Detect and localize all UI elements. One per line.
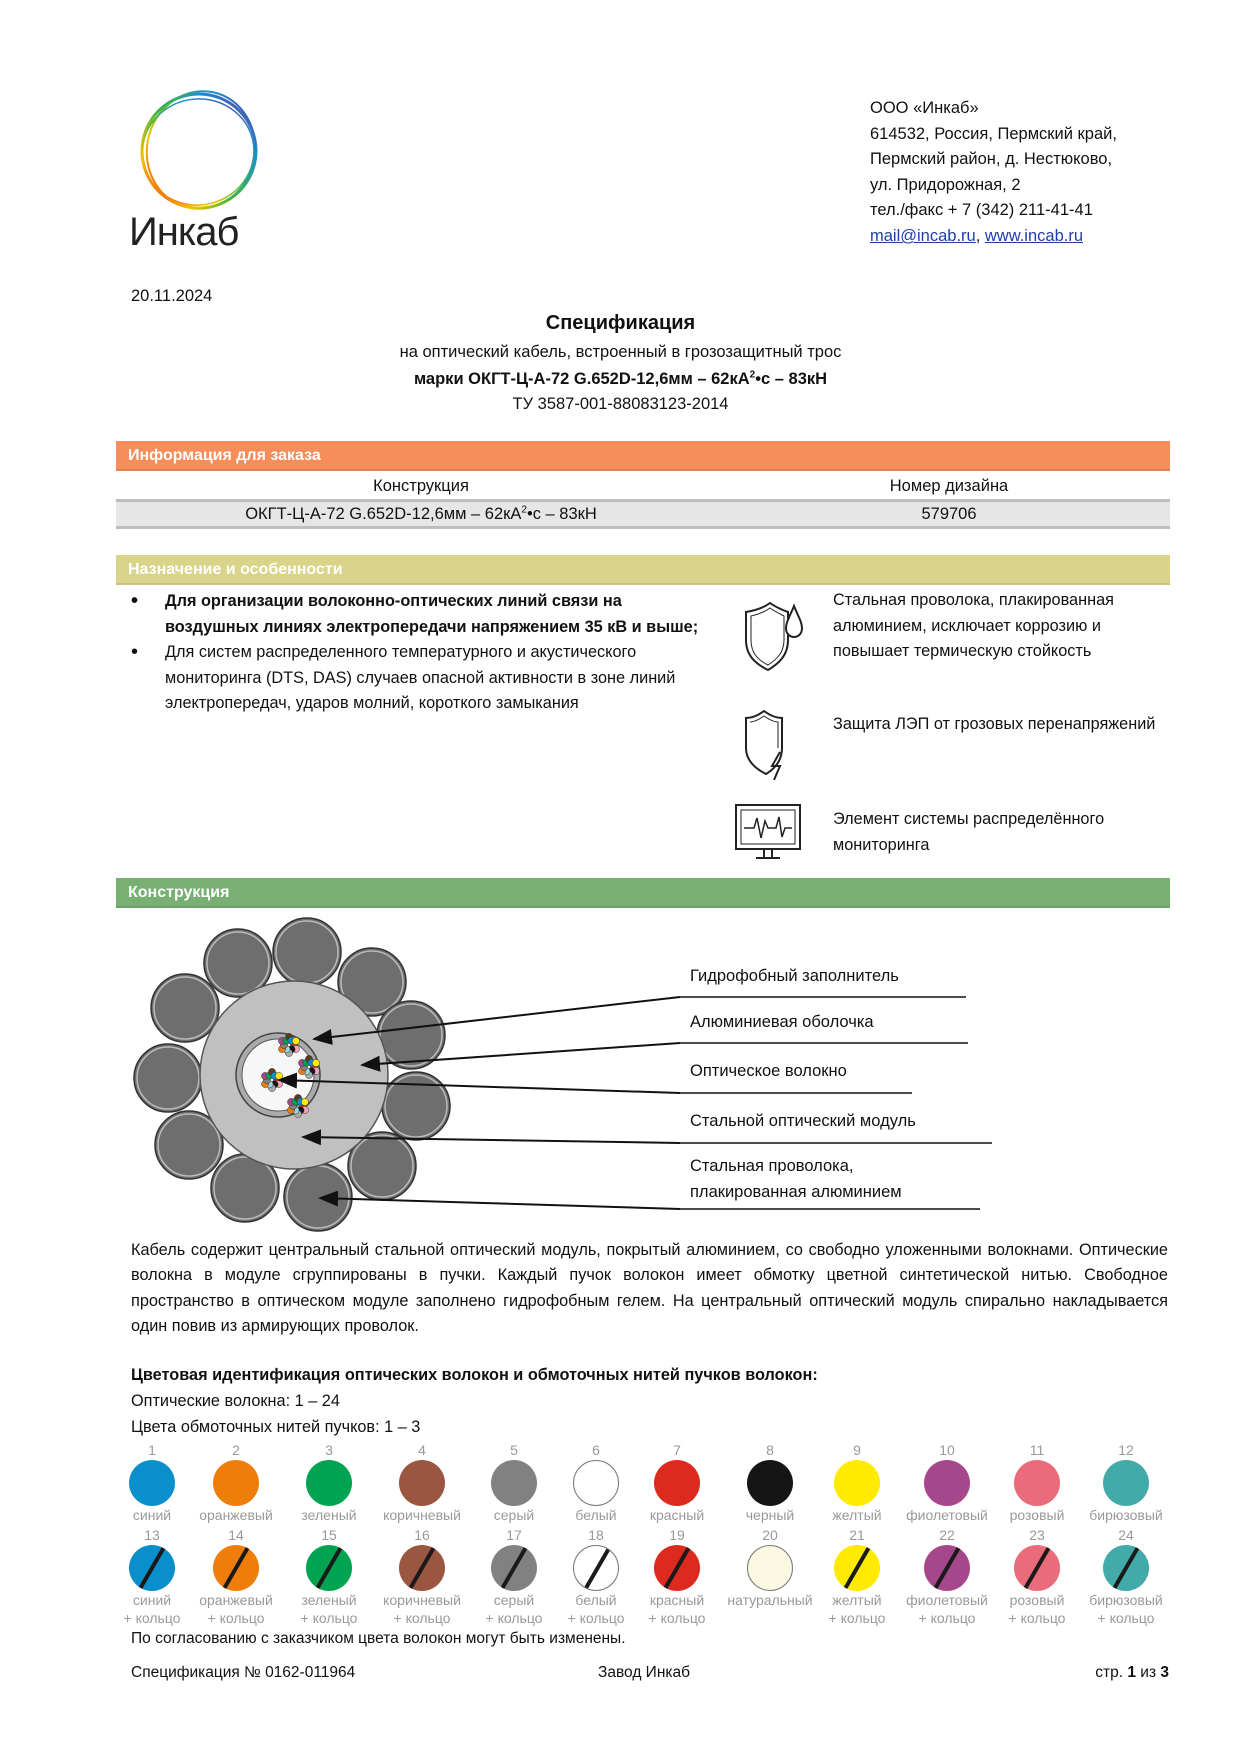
color-name: розовый	[1009, 1592, 1065, 1608]
fiber-number: 11	[1029, 1442, 1045, 1458]
fiber-number: 22	[939, 1527, 955, 1543]
fiber-number: 19	[669, 1527, 685, 1543]
pointer-arrow	[320, 1198, 680, 1209]
separator: ,	[975, 226, 985, 245]
label-optical-fiber: Оптическое волокно	[690, 1062, 847, 1080]
steel-wire	[151, 974, 219, 1042]
fiber-number: 8	[766, 1442, 774, 1458]
color-name: натуральный	[727, 1592, 813, 1608]
ring-stripe	[1111, 1545, 1141, 1591]
color-dot	[213, 1460, 259, 1506]
color-dot	[399, 1460, 445, 1506]
page-text: стр.	[1095, 1664, 1128, 1681]
fiber-number: 21	[849, 1527, 865, 1543]
fiber-number: 2	[232, 1442, 240, 1458]
color-note: По согласованию с заказчиком цвета волокон могут быть изменены.	[131, 1630, 626, 1647]
superscript: 2	[521, 504, 527, 516]
color-dot	[924, 1545, 970, 1591]
value-text: ОКГТ-Ц-А-72 G.652D-12,6мм – 62кА	[245, 505, 522, 523]
optical-fiber	[312, 1059, 319, 1066]
footer-page	[1095, 1664, 1169, 1682]
color-name: розовый	[1009, 1507, 1065, 1523]
ring-label: + кольцо	[918, 1610, 976, 1626]
color-dot	[491, 1545, 537, 1591]
mark-text: марки ОКГТ-Ц-А-72 G.652D-12,6мм – 62кА	[413, 370, 750, 388]
color-dot	[573, 1460, 619, 1506]
construction-description: Кабель содержит центральный стальной оптический модуль, покрытый алюминием, со свободно уложенными волокнами. Оптические волокна в модуле сгруппированы в пучки. Каждый пучок волокон имеет обмотку цветной синтетической нитью. Свободное пространство в оптическом модуле заполнено гидрофобным гелем. На центральный оптический модуль спирально накладывается один повив из армирующих проволок.	[131, 1241, 1168, 1336]
label-line: плакированная алюминием	[690, 1182, 902, 1201]
label-aluminum-sheath: Алюминиевая оболочка	[690, 1013, 874, 1031]
ring-stripe	[137, 1545, 167, 1591]
ring-label: + кольцо	[300, 1610, 358, 1626]
website-link[interactable]: www.incab.ru	[984, 226, 1083, 245]
fiber-number: 7	[673, 1442, 681, 1458]
ring-label: + кольцо	[828, 1610, 886, 1626]
color-name: оранжевый	[199, 1507, 273, 1523]
ring-stripe	[221, 1545, 251, 1591]
color-name: фиолетовый	[906, 1592, 988, 1608]
logo-text: Инкаб	[129, 210, 239, 254]
ring-stripe	[662, 1545, 692, 1591]
steel-wire	[382, 1072, 450, 1140]
color-dot	[1103, 1460, 1149, 1506]
superscript: 2	[749, 369, 756, 381]
fiber-number: 16	[414, 1527, 430, 1543]
fiber-number: 23	[1029, 1527, 1045, 1543]
fiber-number: 18	[588, 1527, 604, 1543]
ring-stripe	[407, 1545, 437, 1591]
section-purpose-header: Назначение и особенности	[116, 555, 1170, 585]
phone-line: тел./факс + 7 (342) 211-41-41	[870, 201, 1093, 220]
color-name: бирюзовый	[1089, 1592, 1163, 1608]
value-text: •с – 83кН	[526, 505, 597, 523]
purpose-item: • Для организации волоконно-оптических линий связи на воздушных линиях электропередачи напряжением 35 кВ и выше;	[131, 589, 701, 640]
fiber-number: 9	[853, 1442, 861, 1458]
label-line: Стальная проволока,	[690, 1157, 854, 1175]
color-name: белый	[575, 1592, 617, 1608]
address-line: Пермский район, д. Нестюково,	[870, 150, 1113, 169]
footer-plant: Завод Инкаб	[598, 1664, 690, 1681]
address-line: 614532, Россия, Пермский край,	[870, 124, 1117, 143]
document-date: 20.11.2024	[131, 287, 213, 305]
doc-subtitle: на оптический кабель, встроенный в грозозащитный трос	[399, 343, 842, 361]
color-name: синий	[132, 1507, 172, 1523]
fiber-number: 4	[418, 1442, 426, 1458]
color-dot	[654, 1545, 700, 1591]
fiber-number: 12	[1118, 1442, 1134, 1458]
color-name: серый	[493, 1592, 535, 1608]
ring-stripe	[499, 1545, 529, 1591]
fiber-number: 14	[228, 1527, 244, 1543]
design-number-value: 579706	[921, 505, 977, 523]
ring-label: + кольцо	[1008, 1610, 1066, 1626]
color-name: коричневый	[383, 1507, 461, 1523]
section-construction-header: Конструкция	[116, 878, 1170, 908]
color-id-heading: Цветовая идентификация оптических волокон и обмоточных нитей пучков волокон:	[131, 1366, 818, 1384]
section-order-header: Информация для заказа	[116, 441, 1170, 471]
fiber-number: 1	[148, 1442, 156, 1458]
doc-title: Спецификация	[545, 312, 696, 334]
color-dot	[1014, 1460, 1060, 1506]
ring-label: + кольцо	[485, 1610, 543, 1626]
color-dot	[924, 1460, 970, 1506]
ring-stripe	[1022, 1545, 1052, 1591]
page-total: 3	[1160, 1664, 1169, 1681]
ring-stripe	[582, 1545, 612, 1591]
purpose-item: • Для систем распределенного температурного и акустического мониторинга (DTS, DAS) случаев опасной активности в зоне линий электропередач, ударов молний, короткого замыкания	[131, 640, 701, 717]
color-dot	[834, 1460, 880, 1506]
color-name: черный	[745, 1507, 795, 1523]
steel-wire	[273, 918, 341, 986]
ring-label: + кольцо	[567, 1610, 625, 1626]
color-name: серый	[493, 1507, 535, 1523]
color-dot	[399, 1545, 445, 1591]
color-dot	[573, 1545, 619, 1591]
ring-stripe	[842, 1545, 872, 1591]
steel-wire	[134, 1044, 202, 1112]
fiber-number: 6	[592, 1442, 600, 1458]
optical-fiber	[301, 1098, 308, 1105]
fiber-number: 10	[939, 1442, 955, 1458]
color-name: оранжевый	[199, 1592, 273, 1608]
page-text: из	[1135, 1664, 1161, 1681]
optical-fiber	[275, 1072, 282, 1079]
ring-label: + кольцо	[1097, 1610, 1155, 1626]
color-name: коричневый	[383, 1592, 461, 1608]
color-dot	[1103, 1545, 1149, 1591]
ring-label: + кольцо	[393, 1610, 451, 1626]
color-name: красный	[649, 1592, 705, 1608]
ring-label: + кольцо	[207, 1610, 265, 1626]
email-link[interactable]: mail@incab.ru	[870, 226, 976, 245]
color-dot	[654, 1460, 700, 1506]
fiber-number: 17	[506, 1527, 522, 1543]
ring-stripe	[932, 1545, 962, 1591]
color-name: фиолетовый	[906, 1507, 988, 1523]
color-name: желтый	[832, 1507, 882, 1523]
ring-stripe	[314, 1545, 344, 1591]
fiber-count: Оптические волокна: 1 – 24	[131, 1392, 340, 1410]
color-dot	[129, 1545, 175, 1591]
color-name: бирюзовый	[1089, 1507, 1163, 1523]
color-name: белый	[575, 1507, 617, 1523]
fiber-number: 5	[510, 1442, 518, 1458]
feature-text: Защита ЛЭП от грозовых перенапряжений	[833, 715, 1156, 733]
ring-label: + кольцо	[648, 1610, 706, 1626]
color-dot	[747, 1460, 793, 1506]
feature-text: Стальная проволока, плакированная алюминием, исключает коррозию и повышает термическую стойкость	[833, 591, 1114, 660]
tech-spec: ТУ 3587-001-88083123-2014	[512, 395, 729, 413]
color-dot	[213, 1545, 259, 1591]
fiber-number: 24	[1118, 1527, 1134, 1543]
mark-text: •с – 83кН	[755, 370, 828, 388]
company-name: ООО «Инкаб»	[870, 99, 979, 117]
color-name: зеленый	[301, 1507, 357, 1523]
page-number: 1	[1127, 1664, 1136, 1681]
color-name: зеленый	[301, 1592, 357, 1608]
color-dot	[306, 1460, 352, 1506]
feature-text: Элемент системы распределённого мониторинга	[833, 810, 1105, 854]
address-line: ул. Придорожная, 2	[870, 175, 1021, 194]
fiber-number: 13	[144, 1527, 160, 1543]
fiber-number: 3	[325, 1442, 333, 1458]
thread-count: Цвета обмоточных нитей пучков: 1 – 3	[131, 1418, 421, 1436]
footer-spec-number: Спецификация № 0162-011964	[131, 1664, 356, 1681]
steel-wire	[284, 1163, 352, 1231]
fiber-number: 20	[762, 1527, 778, 1543]
color-dot	[491, 1460, 537, 1506]
color-dot	[1014, 1545, 1060, 1591]
color-name: желтый	[832, 1592, 882, 1608]
fiber-number: 15	[321, 1527, 337, 1543]
optical-fiber	[292, 1037, 299, 1044]
color-dot	[129, 1460, 175, 1506]
color-dot	[747, 1545, 793, 1591]
color-dot	[306, 1545, 352, 1591]
col-header-construction: Конструкция	[373, 477, 469, 495]
ring-label: + кольцо	[123, 1610, 181, 1626]
label-steel-module: Стальной оптический модуль	[690, 1112, 916, 1130]
col-header-design-number: Номер дизайна	[889, 477, 1009, 495]
label-hydrophobic-filler: Гидрофобный заполнитель	[690, 967, 899, 985]
label-steel-wire	[690, 1154, 902, 1205]
color-dot	[834, 1545, 880, 1591]
color-name: синий	[132, 1592, 172, 1608]
color-name: красный	[649, 1507, 705, 1523]
